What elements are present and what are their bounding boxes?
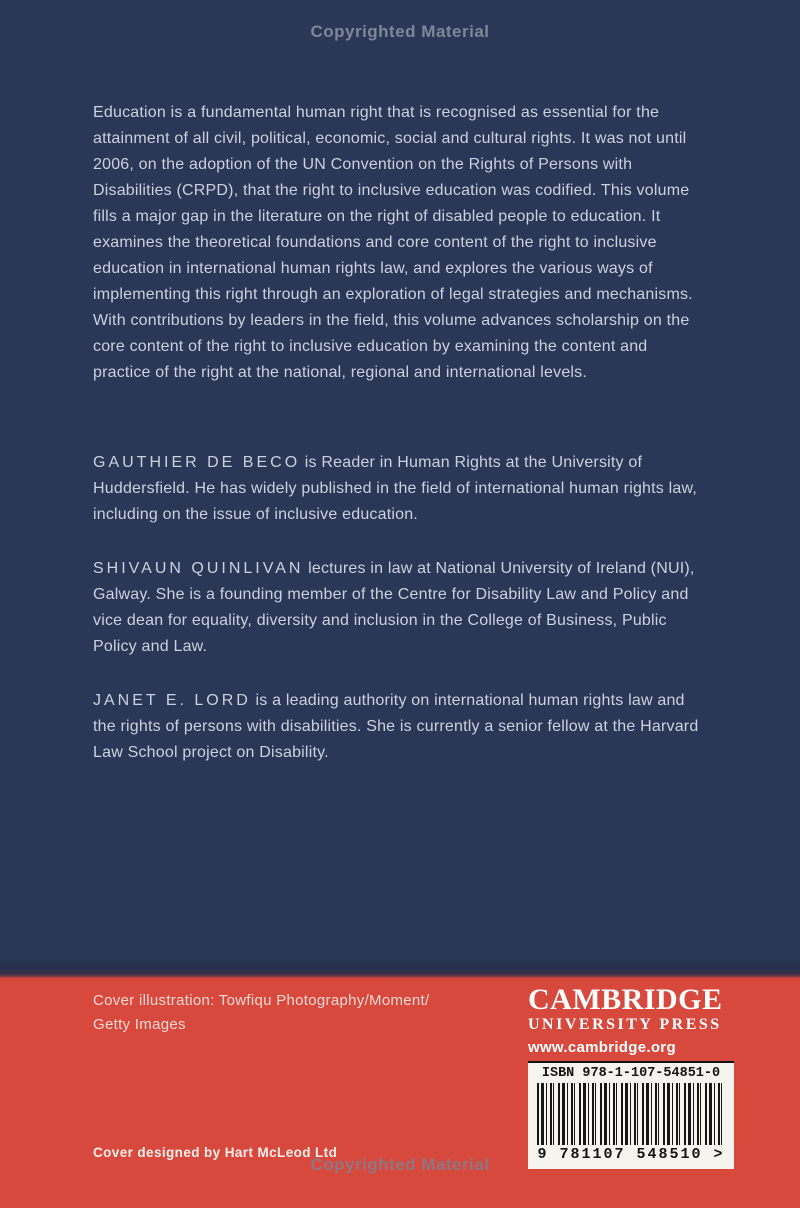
author-bio-janet-e-lord xyxy=(93,688,708,766)
publisher-block xyxy=(528,985,738,1056)
author-name: GAUTHIER DE BECO xyxy=(93,454,301,471)
section-divider xyxy=(0,956,800,978)
back-cover-content xyxy=(93,100,708,766)
author-bio-text: is a leading authority on international human rights law and the rights of persons with disabilities. She is currently a senior fellow at the Harvard Law School project on Disability. xyxy=(93,692,699,761)
barcode-bars-icon xyxy=(537,1083,725,1145)
author-bio-shivaun-quinlivan xyxy=(93,556,708,660)
author-name: SHIVAUN QUINLIVAN xyxy=(93,560,304,577)
barcode-number: 9 781107 548510 > xyxy=(537,1146,725,1163)
copyright-watermark-bottom: Copyrighted Material xyxy=(310,1155,490,1174)
author-bio-text: lectures in law at National University of Ireland (NUI), Galway. She is a founding member of the Centre for Disability Law and Policy and vice dean for equality, diversity and inclusion in the College of Business, Public Policy and Law. xyxy=(93,560,695,655)
author-bio-text: is Reader in Human Rights at the University of Huddersfield. He has widely published in the field of international human rights law, including on the issue of inclusive education. xyxy=(93,454,698,523)
copyright-watermark-top: Copyrighted Material xyxy=(310,22,490,41)
isbn-label: ISBN 978-1-107-54851-0 xyxy=(541,1066,721,1081)
cover-illustration-credit-line1: Cover illustration: Towfiqu Photography/Moment/ xyxy=(93,992,430,1009)
cover-designer-credit: Cover designed by Hart McLeod Ltd xyxy=(93,1145,338,1160)
author-name: JANET E. LORD xyxy=(93,692,251,709)
book-description: Education is a fundamental human right that is recognised as essential for the attainment of all civil, political, economic, social and cultural rights. It was not until 2006, on the adoption of the UN Convention on the Rights of Persons with Disabilities (CRPD), that the right to inclusive education was codified. This volume fills a major gap in the literature on the right of disabled people to education. It examines the theoretical foundations and core content of the right to inclusive education in international human rights law, and explores the various ways of implementing this right through an exploration of legal strategies and mechanisms. With contributions by leaders in the field, this volume advances scholarship on the core content of the right to inclusive education by examining the content and practice of the right at the national, regional and international levels. xyxy=(93,104,693,381)
publisher-name: CAMBRIDGE xyxy=(528,983,723,1016)
publisher-subname: UNIVERSITY PRESS xyxy=(528,1016,722,1033)
author-bio-gauthier-de-beco xyxy=(93,450,708,528)
publisher-website: www.cambridge.org xyxy=(528,1039,676,1056)
isbn-barcode-box xyxy=(528,1061,734,1169)
cover-illustration-credit-line2: Getty Images xyxy=(93,1016,186,1033)
cover-illustration-credit xyxy=(93,989,429,1037)
